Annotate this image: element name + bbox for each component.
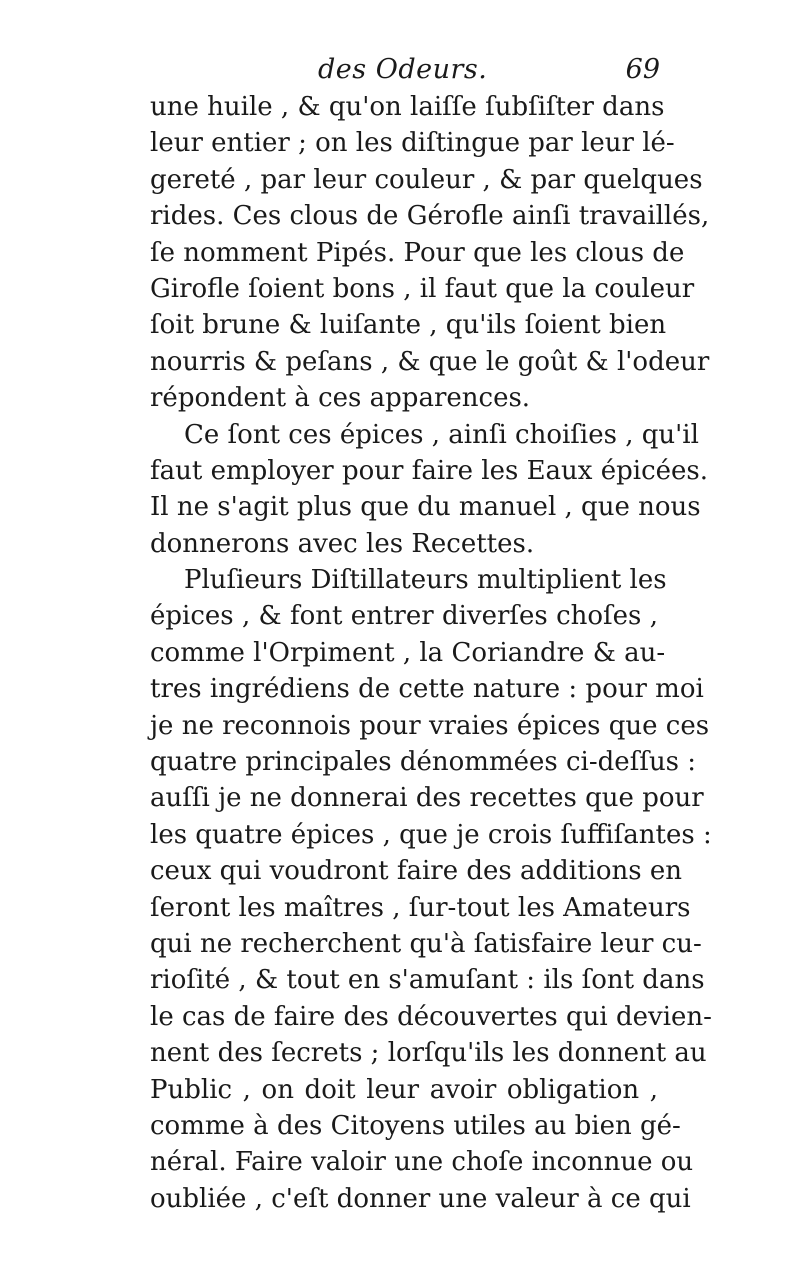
paragraph: [150, 562, 712, 1217]
text-line: ſoit brune & luiſante , qu'ils ſoient bien: [150, 310, 667, 341]
text-line: Public , on doit leur avoir obligation ,: [150, 1074, 658, 1105]
text-line: leur entier ; on les diſtingue par leur lé-: [150, 128, 675, 159]
text-line: faut employer pour faire les Eaux épicées.: [150, 455, 709, 486]
paragraph: [150, 417, 709, 563]
text-line: comme l'Orpiment , la Coriandre & au-: [150, 637, 666, 668]
text-line: ſe nomment Pipés. Pour que les clous de: [150, 237, 685, 268]
text-line: répondent à ces apparences.: [150, 383, 531, 414]
text-line: ceux qui voudront faire des additions en: [150, 856, 683, 887]
text-line: Il ne s'agit plus que du manuel , que nous: [150, 492, 701, 523]
text-line: qui ne recherchent qu'à ſatisfaire leur cu-: [150, 928, 702, 959]
text-line: oubliée , c'eſt donner une valeur à ce qui: [150, 1183, 691, 1214]
body-text: [150, 89, 712, 1217]
text-line: gereté , par leur couleur , & par quelques: [150, 164, 703, 195]
text-line: ſeront les maîtres , ſur-tout les Amateurs: [150, 892, 691, 923]
running-title: des Odeurs.: [318, 54, 488, 85]
text-line: Girofle ſoient bons , il faut que la couleur: [150, 273, 695, 304]
text-line: épices , & font entrer diverſes choſes ,: [150, 601, 658, 632]
text-line: nourris & peſans , & que le goût & l'odeur: [150, 346, 710, 377]
text-line: les quatre épices , que je crois ſuffiſantes :: [150, 819, 712, 850]
text-line: une huile , & qu'on laiſſe ſubſiſter dans: [150, 92, 665, 122]
text-line: rides. Ces clous de Gérofle ainſi travaillés,: [150, 201, 710, 232]
text-line: comme à des Citoyens utiles au bien gé-: [150, 1110, 681, 1141]
text-line: auſſi je ne donnerai des recettes que pour: [150, 783, 704, 814]
page-number: 69: [625, 54, 660, 85]
text-line: tres ingrédiens de cette nature : pour moi: [150, 674, 704, 705]
text-line: donnerons avec les Recettes.: [150, 528, 535, 559]
text-line: je ne reconnois pour vraies épices que ces: [150, 710, 710, 741]
text-line: Pluſieurs Diſtillateurs multiplient les: [184, 565, 667, 596]
text-line: néral. Faire valoir une choſe inconnue ou: [150, 1147, 694, 1178]
paragraph: [150, 89, 710, 417]
text-line: rioſité , & tout en s'amuſant : ils ſont dans: [150, 965, 705, 996]
text-line: Ce ſont ces épices , ainſi choiſies , qu'il: [184, 419, 699, 450]
running-head: [150, 54, 660, 94]
text-line: nent des ſecrets ; lorſqu'ils les donnent au: [150, 1038, 707, 1069]
text-line: quatre principales dénommées ci-deſſus :: [150, 747, 697, 778]
text-line: le cas de faire des découvertes qui devien-: [150, 1001, 712, 1032]
